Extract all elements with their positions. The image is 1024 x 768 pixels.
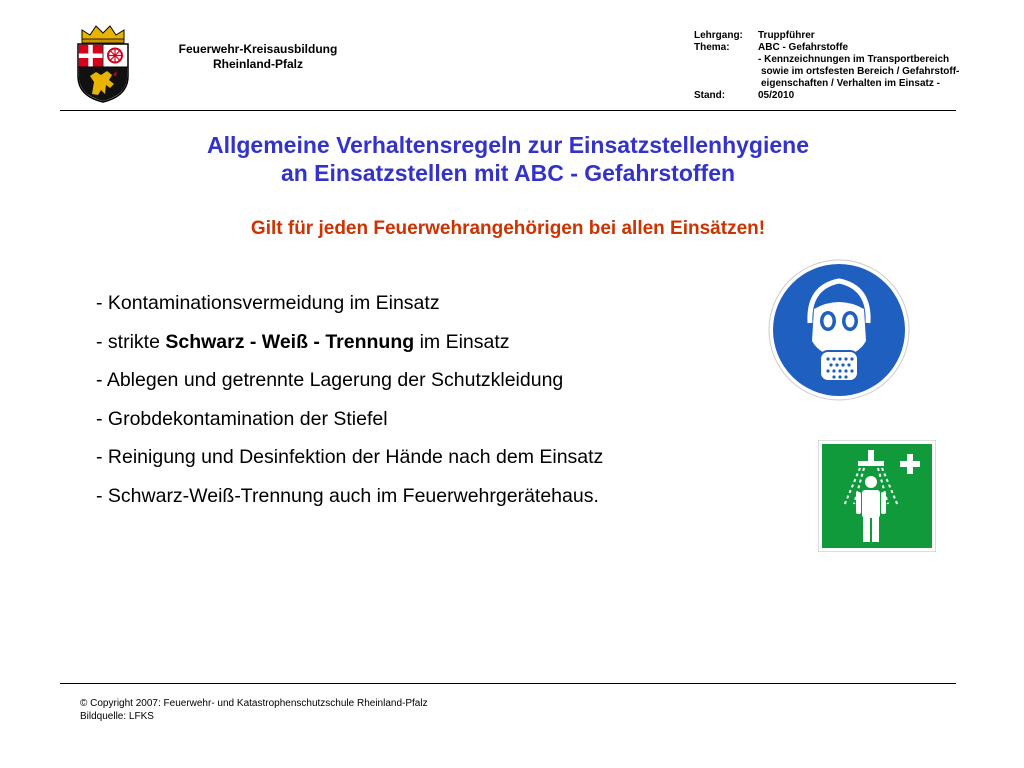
coat-of-arms-icon [74, 24, 132, 104]
title-line-2: an Einsatzstellen mit ABC - Gefahrstoffen [280, 160, 736, 186]
footer [80, 697, 428, 723]
org-line-1: Feuerwehr-Kreisausbildung [178, 42, 338, 56]
list-item: - Grobdekontamination der Stiefel [96, 407, 388, 430]
status-value: 05/2010 [758, 90, 795, 101]
list-item: - Kontaminationsvermeidung im Einsatz [96, 292, 440, 314]
course-info [694, 30, 1004, 102]
header-divider [60, 110, 956, 111]
list-item: - Ablegen und getrennte Lagerung der Schutzkleidung [96, 369, 564, 391]
title-line-1: Allgemeine Verhaltensregeln zur Einsatzstellenhygiene [206, 132, 810, 158]
topic-line-4: eigenschaften / Verhalten im Einsatz - [761, 78, 940, 89]
list-item [96, 323, 603, 362]
list-item-emphasis: Schwarz - Weiß - Trennung [165, 330, 415, 353]
organization-name [148, 42, 368, 72]
list-item-text: - strikte [96, 330, 166, 353]
rules-list [96, 284, 603, 515]
status-label: Stand: [694, 90, 726, 101]
course-label: Lehrgang: [694, 30, 743, 41]
footer-divider [60, 683, 956, 684]
copyright-text: © Copyright 2007: Feuerwehr- und Katastrophenschutzschule Rheinland-Pfalz [80, 698, 428, 709]
list-item: - Reinigung und Desinfektion der Hände nach dem Einsatz [96, 446, 604, 468]
emergency-shower-icon [818, 440, 936, 552]
respirator-mandatory-icon [768, 259, 910, 401]
page-subtitle: Gilt für jeden Feuerwehrangehörigen bei allen Einsätzen! [250, 218, 766, 239]
image-source-text: Bildquelle: LFKS [80, 711, 154, 722]
page-title [60, 131, 956, 187]
list-item-text: im Einsatz [414, 330, 510, 353]
course-value: Truppführer [758, 30, 815, 41]
topic-line-3: sowie im ortsfesten Bereich / Gefahrstoff- [761, 66, 960, 77]
topic-label: Thema: [694, 42, 730, 53]
org-line-2: Rheinland-Pfalz [212, 57, 303, 71]
topic-line-2: - Kennzeichnungen im Transportbereich [758, 54, 950, 65]
topic-value: ABC - Gefahrstoffe [758, 42, 849, 53]
list-item: - Schwarz-Weiß-Trennung auch im Feuerwehrgerätehaus. [96, 484, 599, 507]
